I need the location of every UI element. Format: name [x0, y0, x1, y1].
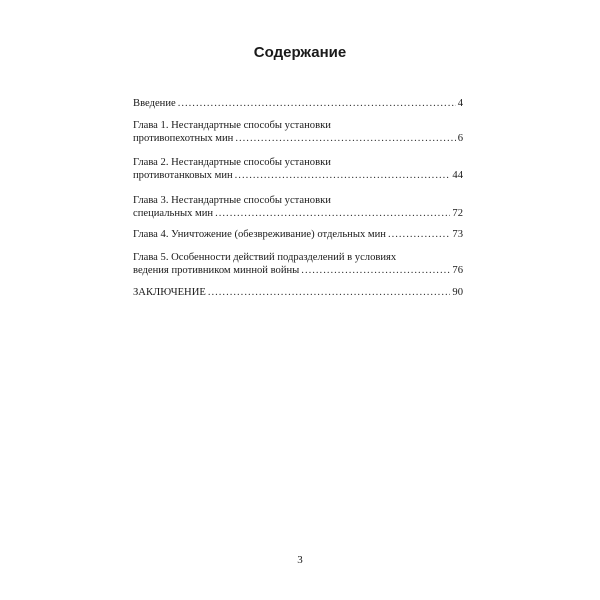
toc-page-number: 90 [452, 287, 463, 298]
toc-entry-title: Глава 4. Уничтожение (обезвреживание) отдельных мин [133, 229, 386, 240]
toc-entry-chapter-5[interactable] [133, 251, 463, 277]
page-title: Содержание [253, 44, 347, 61]
leader-dots [215, 207, 450, 220]
toc-entry-chapter-4[interactable] [133, 228, 463, 241]
toc-page-number: 4 [457, 98, 463, 109]
page-number: 3 [297, 554, 303, 566]
toc-entry-title: Введение [133, 98, 176, 109]
toc-entry-chapter-1[interactable] [133, 119, 463, 145]
toc-entry-introduction[interactable] [133, 97, 463, 110]
toc-page-number: 73 [452, 229, 463, 240]
toc-page-number: 72 [452, 208, 463, 219]
toc-entry-title: Глава 2. Нестандартные способы установки [133, 157, 331, 168]
leader-dots [388, 228, 450, 241]
leader-dots [235, 169, 451, 182]
toc-page-number: 44 [452, 170, 463, 181]
leader-dots [301, 264, 450, 277]
leader-dots [208, 286, 451, 299]
toc-entry-title: Глава 1. Нестандартные способы установки [133, 120, 331, 131]
toc-entry-title: ЗАКЛЮЧЕНИЕ [133, 287, 206, 298]
toc-page-number: 6 [457, 133, 463, 144]
toc-entry-title: Глава 3. Нестандартные способы установки [133, 195, 331, 206]
toc-entry-title-cont: специальных мин [133, 208, 214, 219]
toc-entry-chapter-3[interactable] [133, 194, 463, 220]
leader-dots [235, 132, 455, 145]
toc-entry-title-cont: противотанковых мин [133, 170, 233, 181]
toc-entry-chapter-2[interactable] [133, 156, 463, 182]
toc-entry-title-cont: ведения противником минной войны [133, 265, 300, 276]
toc-page-number: 76 [452, 265, 463, 276]
toc-entry-title: Глава 5. Особенности действий подразделений в условиях [133, 252, 397, 263]
toc-entry-conclusion[interactable] [133, 286, 463, 299]
leader-dots [178, 97, 456, 110]
toc-entry-title-cont: противопехотных мин [133, 133, 234, 144]
